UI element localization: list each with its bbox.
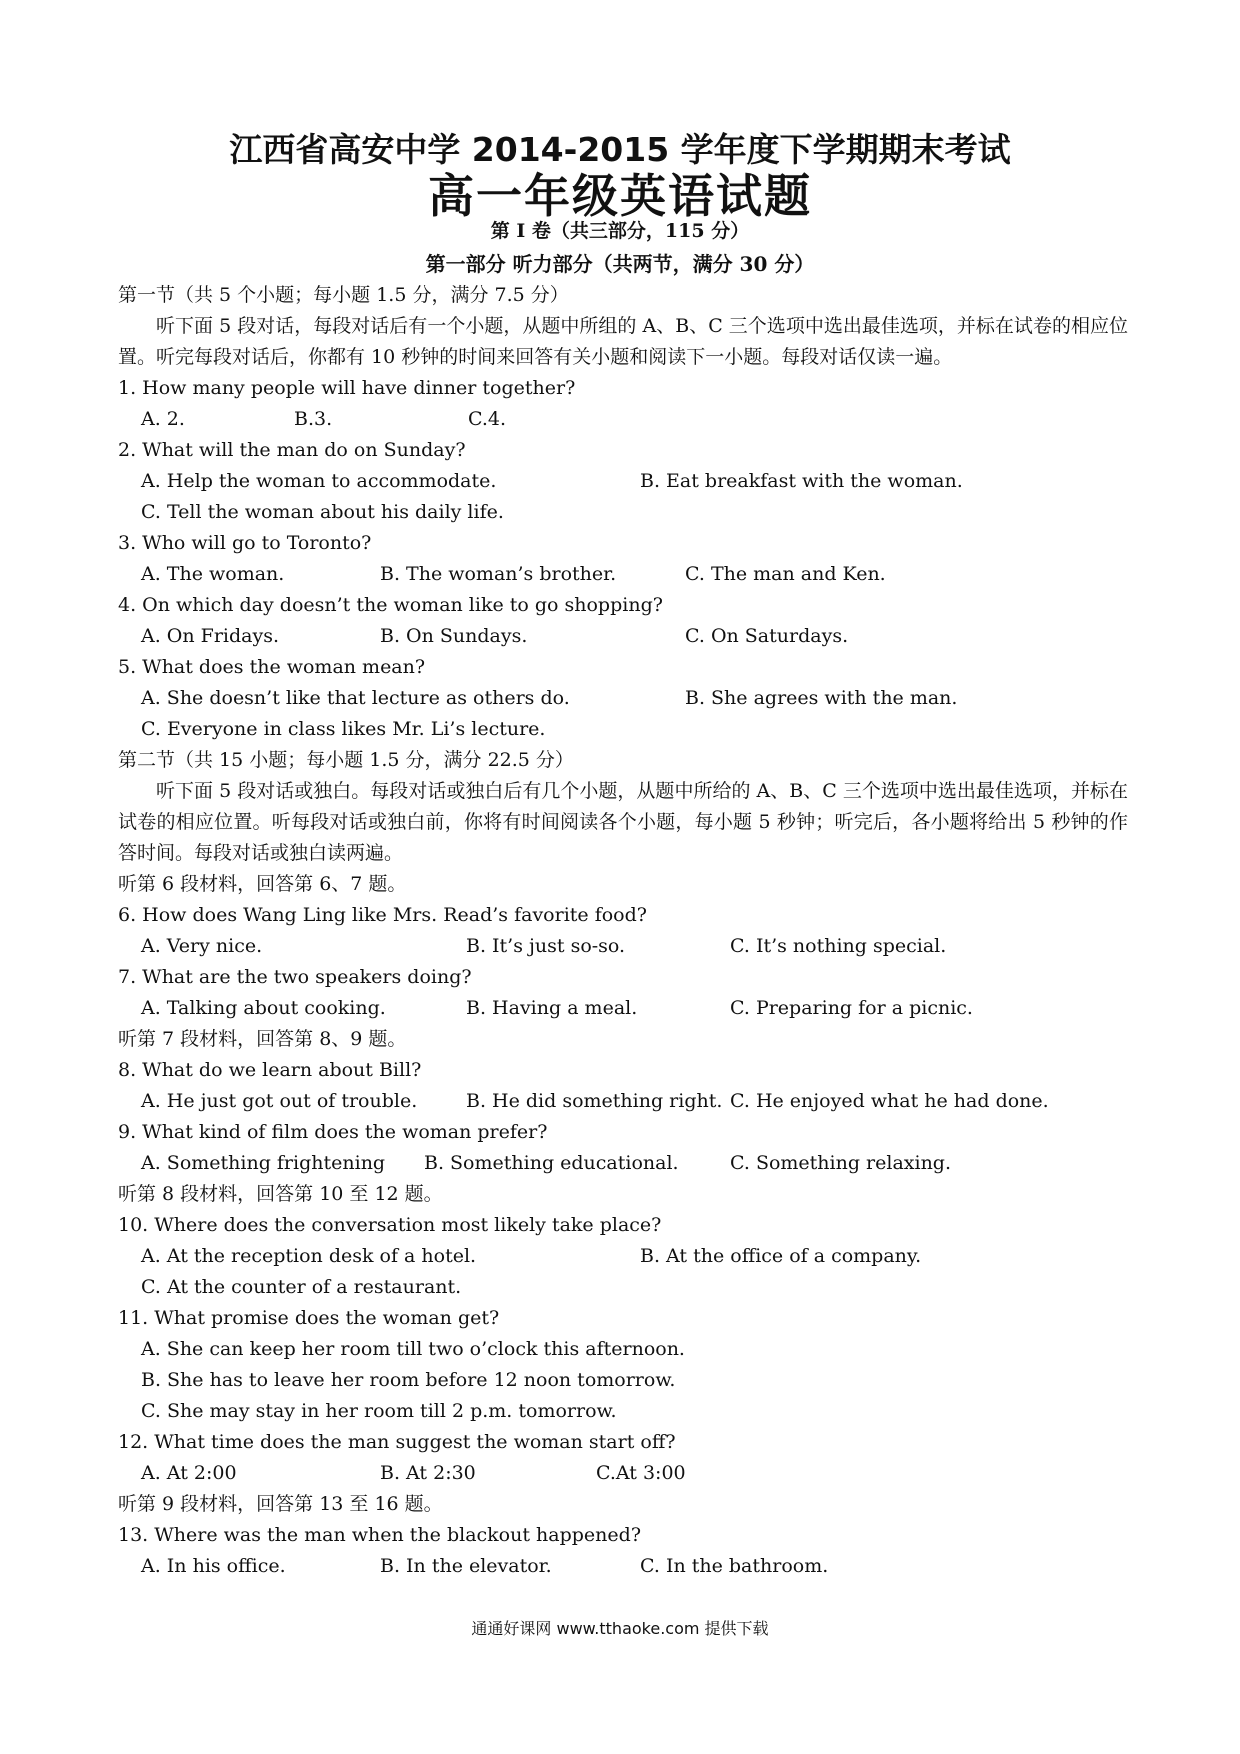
option-a: A. The woman. <box>141 563 285 585</box>
volume-heading: 第 I 卷（共三部分，115 分） <box>490 220 750 242</box>
option-row <box>118 1334 1128 1365</box>
question-stem: 9. What kind of film does the woman prefer? <box>118 1121 548 1143</box>
option-a: A. Help the woman to accommodate. <box>141 470 497 492</box>
material-heading: 听第 7 段材料，回答第 8、9 题。 <box>118 1028 407 1050</box>
option-b: B. It’s just so-so. <box>466 935 626 957</box>
option-c: C. She may stay in her room till 2 p.m. tomorrow. <box>141 1400 617 1422</box>
material-heading: 听第 9 段材料，回答第 13 至 16 题。 <box>118 1493 443 1515</box>
option-b: B. On Sundays. <box>380 625 528 647</box>
part-heading: 第一部分 听力部分（共两节，满分 30 分） <box>425 252 815 276</box>
option-c: C.4. <box>468 408 507 430</box>
option-b: B. She has to leave her room before 12 noon tomorrow. <box>141 1369 676 1391</box>
option-a: A. In his office. <box>141 1555 286 1577</box>
option-b: B.3. <box>294 408 333 430</box>
section2-instructions: 听下面 5 段对话或独白。每段对话或独白后有几个小题，从题中所给的 A、B、C 三个选项中选出最佳选项，并标在试卷的相应位置。听每段对话或独白前，你将有时间阅读各个小题，每小题 5 秒钟；听完后，各小题将给出 5 秒钟的作答时间。每段对话或独白读两遍。 <box>118 780 1128 864</box>
question-stem: 11. What promise does the woman get? <box>118 1307 500 1329</box>
option-c: C. Tell the woman about his daily life. <box>141 501 504 523</box>
option-row <box>118 683 1128 714</box>
option-row <box>118 559 1128 590</box>
option-b: B. Something educational. <box>424 1152 679 1174</box>
question-stem: 1. How many people will have dinner together? <box>118 377 576 399</box>
option-b: B. At the office of a company. <box>640 1245 922 1267</box>
option-c: C. On Saturdays. <box>685 625 849 647</box>
option-c: C. Something relaxing. <box>730 1152 952 1174</box>
option-a: A. On Fridays. <box>141 625 280 647</box>
option-b: B. She agrees with the man. <box>685 687 958 709</box>
question-stem: 2. What will the man do on Sunday? <box>118 439 466 461</box>
question-stem: 5. What does the woman mean? <box>118 656 426 678</box>
material-heading: 听第 8 段材料，回答第 10 至 12 题。 <box>118 1183 443 1205</box>
option-c: C. It’s nothing special. <box>730 935 947 957</box>
exam-title: 江西省高安中学 2014-2015 学年度下学期期末考试 <box>229 130 1011 169</box>
section1-instructions: 听下面 5 段对话，每段对话后有一个小题，从题中所组的 A、B、C 三个选项中选出最佳选项，并标在试卷的相应位置。听完每段对话后，你都有 10 秒钟的时间来回答有关小题和阅读下一小题。每段对话仅读一遍。 <box>118 315 1128 368</box>
option-c: C. Preparing for a picnic. <box>730 997 973 1019</box>
option-a: A. At 2:00 <box>141 1462 237 1484</box>
option-row <box>118 1458 1128 1489</box>
option-b: B. He did something right. <box>466 1090 723 1112</box>
option-b: B. The woman’s brother. <box>380 563 617 585</box>
option-a: A. Talking about cooking. <box>141 997 386 1019</box>
option-a: A. He just got out of trouble. <box>141 1090 418 1112</box>
question-stem: 3. Who will go to Toronto? <box>118 532 372 554</box>
option-row <box>118 1365 1128 1396</box>
option-row <box>118 993 1128 1024</box>
question-stem: 12. What time does the man suggest the woman start off? <box>118 1431 676 1453</box>
option-a: A. She doesn’t like that lecture as others do. <box>141 687 570 709</box>
option-row <box>118 1272 1128 1303</box>
footer-watermark: 通通好课网 www.tthaoke.com 提供下载 <box>471 1619 769 1638</box>
option-row <box>118 621 1128 652</box>
option-row <box>118 1086 1128 1117</box>
question-stem: 10. Where does the conversation most likely take place? <box>118 1214 662 1236</box>
option-a: A. 2. <box>141 408 185 430</box>
option-b: B. At 2:30 <box>380 1462 476 1484</box>
exam-content <box>118 280 1128 1582</box>
option-row <box>118 1396 1128 1427</box>
option-b: B. In the elevator. <box>380 1555 552 1577</box>
option-row <box>118 1148 1128 1179</box>
question-stem: 7. What are the two speakers doing? <box>118 966 472 988</box>
option-row <box>118 714 1128 745</box>
option-a: A. She can keep her room till two o’clock this afternoon. <box>141 1338 685 1360</box>
option-c: C. Everyone in class likes Mr. Li’s lecture. <box>141 718 546 740</box>
option-b: B. Having a meal. <box>466 997 638 1019</box>
section1-heading: 第一节（共 5 个小题；每小题 1.5 分，满分 7.5 分） <box>118 284 569 306</box>
material-heading: 听第 6 段材料，回答第 6、7 题。 <box>118 873 407 895</box>
option-row <box>118 1551 1128 1582</box>
option-row <box>118 404 1128 435</box>
section2-heading: 第二节（共 15 小题；每小题 1.5 分，满分 22.5 分） <box>118 749 574 771</box>
option-c: C. In the bathroom. <box>640 1555 829 1577</box>
option-row <box>118 466 1128 497</box>
option-c: C. The man and Ken. <box>685 563 886 585</box>
option-a: A. Very nice. <box>141 935 263 957</box>
option-c: C. At the counter of a restaurant. <box>141 1276 462 1298</box>
option-row <box>118 1241 1128 1272</box>
exam-subtitle: 高一年级英语试题 <box>428 169 812 223</box>
option-c: C.At 3:00 <box>596 1462 686 1484</box>
question-stem: 4. On which day doesn’t the woman like to go shopping? <box>118 594 663 616</box>
question-stem: 8. What do we learn about Bill? <box>118 1059 422 1081</box>
question-stem: 6. How does Wang Ling like Mrs. Read’s favorite food? <box>118 904 647 926</box>
question-stem: 13. Where was the man when the blackout happened? <box>118 1524 642 1546</box>
option-a: A. At the reception desk of a hotel. <box>141 1245 477 1267</box>
option-b: B. Eat breakfast with the woman. <box>640 470 963 492</box>
option-row <box>118 931 1128 962</box>
option-row <box>118 497 1128 528</box>
option-c: C. He enjoyed what he had done. <box>730 1090 1049 1112</box>
option-a: A. Something frightening <box>141 1152 386 1174</box>
